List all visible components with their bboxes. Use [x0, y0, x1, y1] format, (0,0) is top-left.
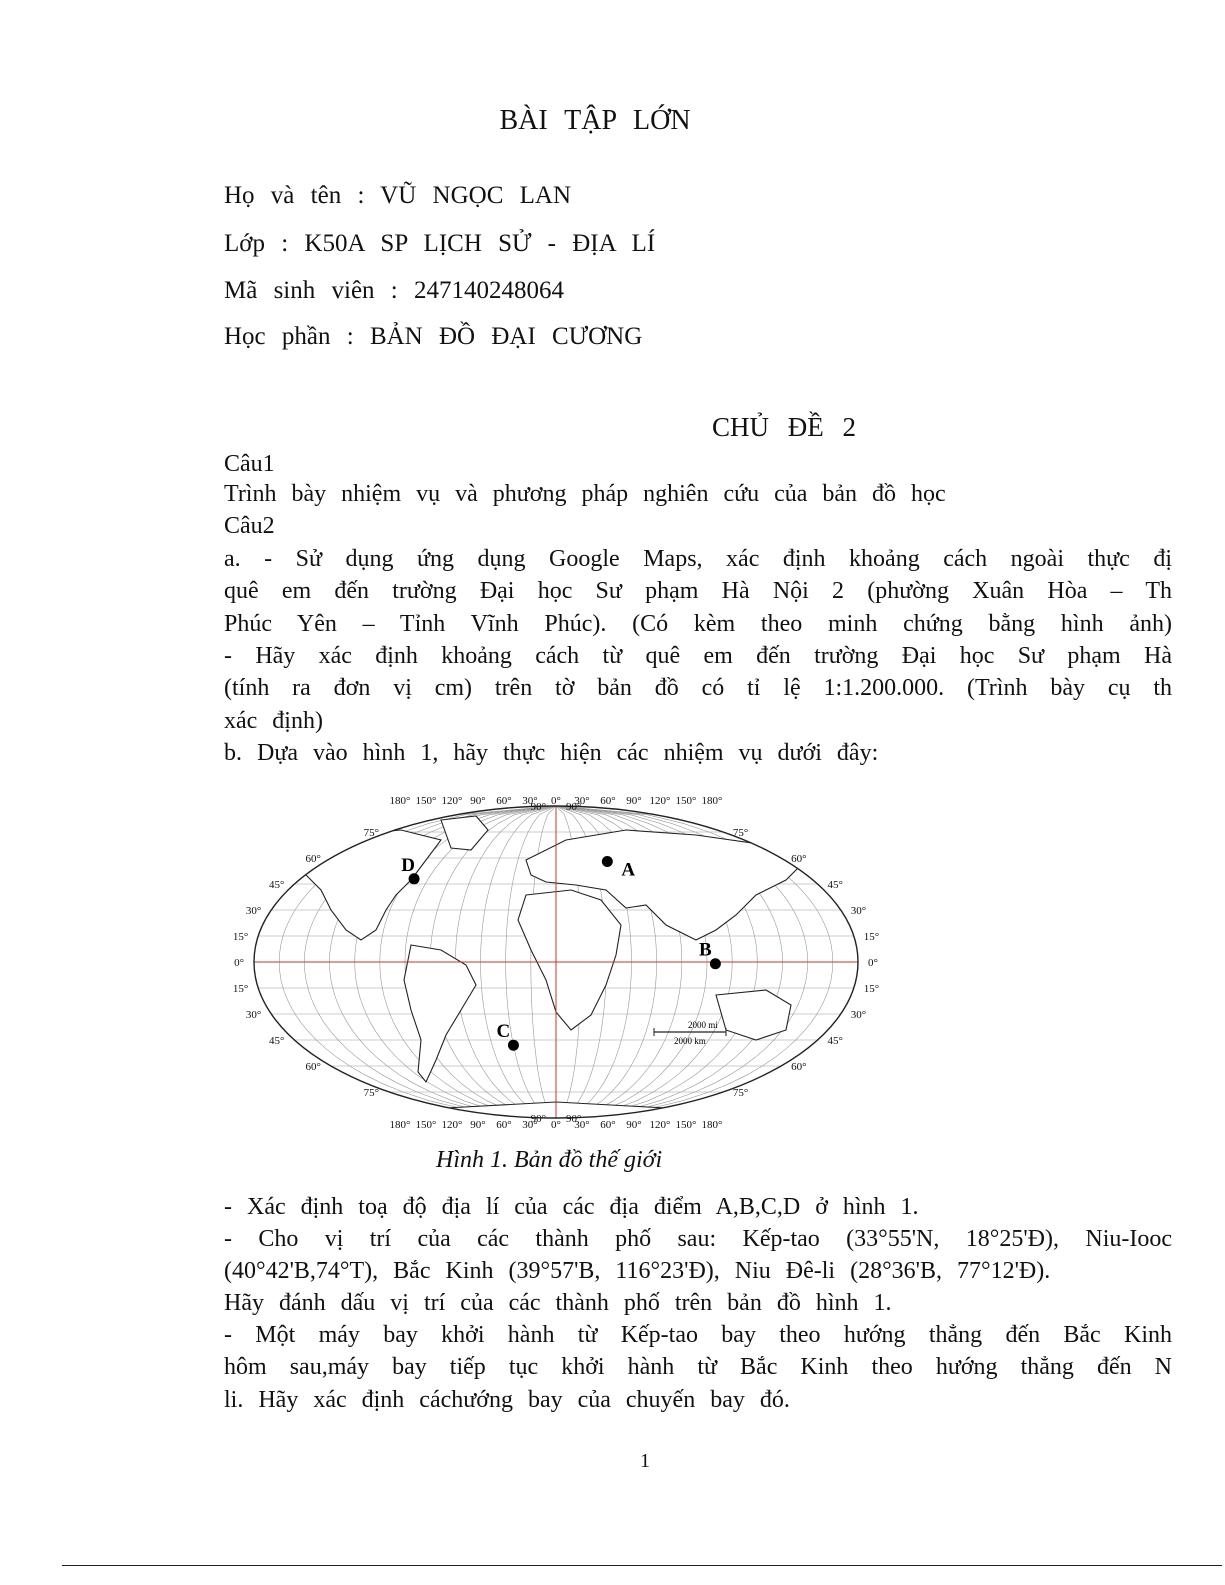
longitude-label-top: 90°	[470, 795, 486, 807]
longitude-label-bottom: 0°	[551, 1119, 561, 1131]
latitude-label-left: 45°	[269, 879, 285, 891]
latitude-label-right: 45°	[827, 879, 843, 891]
australia-shape	[716, 990, 791, 1040]
longitude-label-top: 30°	[574, 795, 590, 807]
longitude-label-bottom: 30°	[574, 1119, 590, 1131]
page-number: 1	[640, 1450, 650, 1472]
latitude-label-right: 30°	[850, 905, 867, 917]
longitude-label-bottom: 150°	[675, 1119, 697, 1131]
latitude-label-left: 90°	[530, 801, 546, 813]
footer-rule	[62, 1565, 1222, 1566]
longitude-label-bottom: 120°	[441, 1119, 463, 1131]
point-a-marker	[602, 856, 613, 867]
course-name: Học phần : BẢN ĐỒ ĐẠI CƯƠNG	[224, 323, 643, 350]
latitude-label-left: 75°	[363, 1087, 380, 1099]
longitude-label-bottom: 90°	[626, 1119, 642, 1131]
question-2-label: Câu2	[224, 513, 275, 539]
longitude-label-bottom: 90°	[470, 1119, 486, 1131]
latitude-label-right: 75°	[732, 827, 749, 839]
task-line-7: li. Hãy xác định cáchướng bay của chuyến bay đó.	[224, 1387, 790, 1413]
longitude-label-bottom: 150°	[415, 1119, 437, 1131]
world-map	[226, 790, 886, 1140]
point-d-label: D	[401, 854, 415, 876]
longitude-label-top: 60°	[496, 795, 512, 807]
latitude-label-left: 30°	[245, 1009, 262, 1021]
latitude-label-right: 15°	[863, 931, 880, 943]
scale-bar	[654, 1020, 726, 1046]
latitude-label-left: 0°	[234, 957, 244, 969]
longitude-label-top: 0°	[551, 795, 561, 807]
latitude-label-left: 90°	[530, 1113, 546, 1125]
latitude-label-left: 75°	[363, 827, 380, 839]
latitude-label-right: 90°	[566, 1113, 582, 1125]
task-line-2: - Cho vị trí của các thành phố sau: Kếp-tao (33°55'N, 18°25'Đ), Niu-Iooc	[224, 1226, 1172, 1252]
longitude-label-bottom: 180°	[389, 1119, 411, 1131]
longitude-label-top: 60°	[600, 795, 616, 807]
page-title: BÀI TẬP LỚN	[499, 105, 691, 136]
latitude-label-left: 60°	[305, 1061, 321, 1073]
point-a-label: A	[621, 859, 636, 881]
scale-label-km: 2000 km	[674, 1036, 706, 1046]
longitude-label-bottom: 180°	[701, 1119, 723, 1131]
longitude-label-top: 30°	[522, 795, 538, 807]
latitude-label-left: 15°	[232, 931, 249, 943]
greenland-shape	[441, 816, 488, 850]
longitude-label-top: 120°	[649, 795, 671, 807]
latitude-label-left: 60°	[305, 853, 321, 865]
figure-caption: Hình 1. Bản đồ thế giới	[436, 1147, 663, 1173]
latitude-label-left: 45°	[269, 1035, 285, 1047]
latitude-label-right: 45°	[827, 1035, 843, 1047]
student-id: Mã sinh viên : 247140248064	[224, 277, 564, 304]
question-1-text: Trình bày nhiệm vụ và phương pháp nghiên cứu của bản đồ học	[224, 481, 946, 507]
latitude-label-right: 15°	[863, 983, 880, 995]
latitude-label-right: 75°	[732, 1087, 749, 1099]
task-line-5: - Một máy bay khởi hành từ Kếp-tao bay theo hướng thẳng đến Bắc Kinh	[224, 1322, 1172, 1348]
world-map-figure	[226, 790, 886, 1140]
latitude-label-right: 30°	[850, 1009, 867, 1021]
question-2a-line-6: xác định)	[224, 708, 323, 734]
task-line-3: (40°42'B,74°T), Bắc Kinh (39°57'B, 116°23'Đ), Niu Đê-li (28°36'B, 77°12'Đ).	[224, 1258, 1051, 1284]
longitude-label-top: 180°	[701, 795, 723, 807]
latitude-label-left: 15°	[232, 983, 249, 995]
question-2a-line-3: Phúc Yên – Tỉnh Vĩnh Phúc). (Có kèm theo minh chứng bằng hình ảnh)	[224, 611, 1172, 637]
student-name: Họ và tên : VŨ NGỌC LAN	[224, 182, 572, 209]
longitude-label-top: 90°	[626, 795, 642, 807]
africa-shape	[518, 890, 621, 1030]
north-america-shape	[296, 830, 441, 940]
question-1-label: Câu1	[224, 451, 275, 477]
question-2b-intro: b. Dựa vào hình 1, hãy thực hiện các nhiệm vụ dưới đây:	[224, 740, 879, 766]
question-2a-line-4: - Hãy xác định khoảng cách từ quê em đến trường Đại học Sư phạm Hà	[224, 643, 1172, 669]
longitude-label-top: 150°	[415, 795, 437, 807]
longitude-label-bottom: 120°	[649, 1119, 671, 1131]
topic-heading: CHỦ ĐỀ 2	[712, 412, 856, 442]
scale-label-mi: 2000 mi	[688, 1020, 718, 1030]
longitude-label-top: 180°	[389, 795, 411, 807]
task-line-1: - Xác định toạ độ địa lí của các địa điểm A,B,C,D ở hình 1.	[224, 1194, 919, 1220]
task-line-4: Hãy đánh dấu vị trí của các thành phố trên bản đồ hình 1.	[224, 1290, 892, 1316]
longitude-label-bottom: 60°	[600, 1119, 616, 1131]
longitude-label-top: 120°	[441, 795, 463, 807]
longitude-label-top: 150°	[675, 795, 697, 807]
longitude-label-bottom: 30°	[522, 1119, 538, 1131]
task-line-6: hôm sau,máy bay tiếp tục khởi hành từ Bắc Kinh theo hướng thẳng đến N	[224, 1354, 1172, 1380]
point-b-label: B	[699, 939, 712, 961]
question-2a-line-5: (tính ra đơn vị cm) trên tờ bản đồ có tỉ lệ 1:1.200.000. (Trình bày cụ th	[224, 675, 1172, 701]
latitude-label-left: 30°	[245, 905, 262, 917]
latitude-label-right: 60°	[791, 1061, 807, 1073]
question-2a-line-2: quê em đến trường Đại học Sư phạm Hà Nội 2 (phường Xuân Hòa – Th	[224, 578, 1172, 604]
question-2a-line-1: a. - Sử dụng ứng dụng Google Maps, xác định khoảng cách ngoài thực đị	[224, 546, 1172, 572]
student-class: Lớp : K50A SP LỊCH SỬ - ĐỊA LÍ	[224, 230, 656, 257]
latitude-label-right: 90°	[566, 801, 582, 813]
point-c-label: C	[496, 1021, 511, 1043]
latitude-label-right: 0°	[868, 957, 878, 969]
longitude-label-bottom: 60°	[496, 1119, 512, 1131]
latitude-label-right: 60°	[791, 853, 807, 865]
